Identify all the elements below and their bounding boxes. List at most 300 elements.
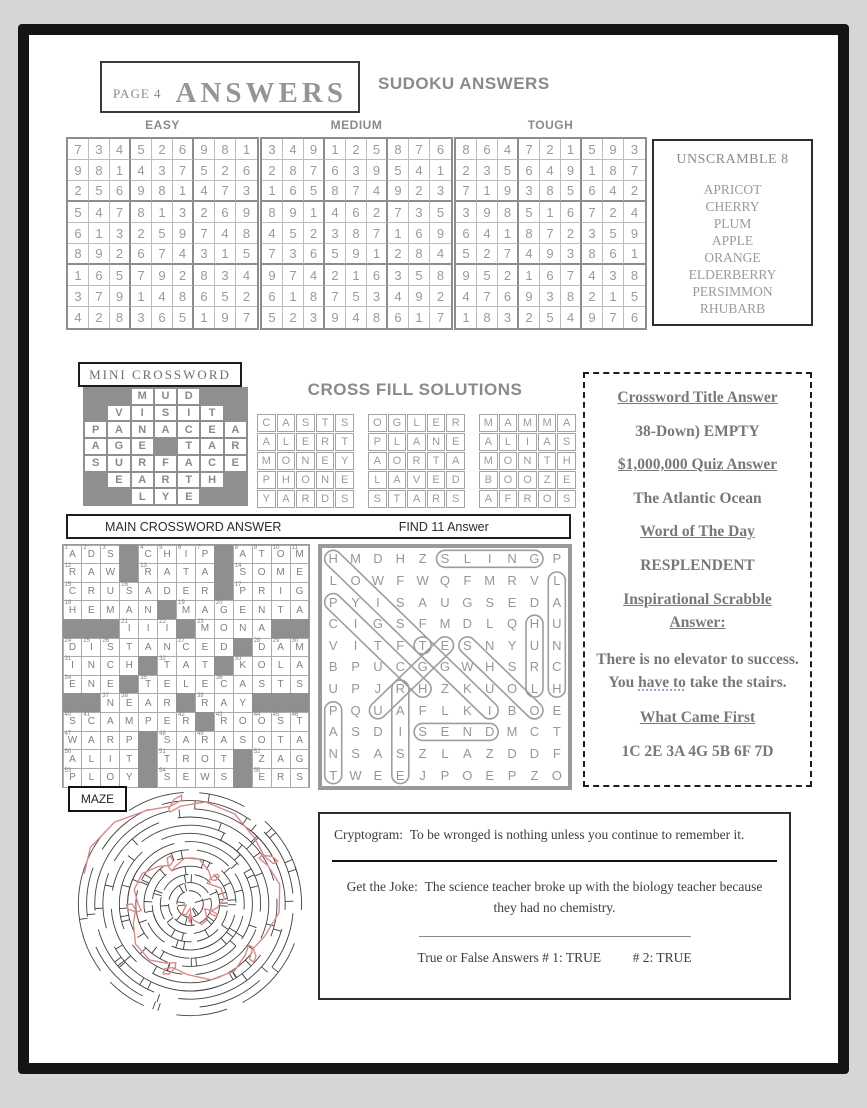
crossword-cell: O	[214, 619, 234, 639]
crossfill-cell: A	[388, 471, 407, 489]
crossword-block	[63, 693, 83, 713]
word-search-box	[318, 544, 572, 790]
maze-wall-radial	[266, 828, 272, 834]
maze-wall-arc	[243, 943, 295, 1002]
word-search-letter: F	[396, 637, 405, 653]
maze-wall-radial	[105, 885, 113, 887]
crossword-cell: S	[233, 731, 253, 751]
sudoku-cell: 2	[624, 181, 645, 202]
sudoku-cell: 7	[194, 223, 215, 244]
sudoku-cell: 3	[68, 286, 89, 307]
sudoku-cell: 8	[262, 202, 283, 223]
crossword-block	[176, 693, 196, 713]
crossfill-cell: R	[446, 414, 465, 432]
crossword-cell: A	[290, 656, 310, 676]
word-search-letter: U	[373, 659, 383, 675]
crossword-cell: 4 C	[138, 545, 158, 565]
word-search-letter: N	[462, 724, 473, 740]
word-search-letter: R	[395, 681, 405, 697]
sudoku-cell: 8	[304, 286, 325, 307]
crossword-cell: 52 Z	[252, 749, 272, 769]
crossword-clue-number: 48	[159, 730, 166, 737]
word-search-letter: D	[529, 594, 540, 610]
page-title: ANSWERS	[175, 77, 347, 109]
sudoku-cell: 6	[498, 286, 519, 307]
word-search-letter: I	[487, 551, 492, 567]
sudoku-cell: 6	[456, 223, 477, 244]
sudoku-cell: 9	[89, 244, 110, 265]
sudoku-cell: 5	[519, 202, 540, 223]
sudoku-cell: 8	[519, 223, 540, 244]
maze-wall-radial	[255, 873, 263, 876]
sudoku-cell: 6	[236, 160, 257, 181]
crossword-clue-number: 31	[64, 656, 72, 663]
word-search-letter: P	[328, 702, 338, 718]
crossword-clue-number: 54	[159, 767, 166, 774]
crossword-cell: 17 P	[233, 582, 253, 602]
sudoku-cell: 2	[262, 160, 283, 181]
crossword-clue-number: 18	[64, 600, 72, 607]
sudoku-cell: 9	[131, 181, 152, 202]
maze-wall-radial	[145, 874, 152, 879]
word-search-letter: G	[529, 551, 540, 567]
crossword-clue-number: 52	[253, 749, 261, 756]
crossfill-cell: M	[538, 414, 557, 432]
sudoku-cell: 4	[388, 286, 409, 307]
sudoku-cell: 8	[325, 181, 346, 202]
maze-wall-radial	[167, 917, 173, 922]
maze-wall-arc	[78, 832, 105, 971]
mini-crossword-cell: E	[108, 473, 129, 488]
crossword-clue-number: 35	[140, 674, 147, 681]
word-search-letter: D	[507, 746, 517, 762]
sudoku-cell: 9	[498, 181, 519, 202]
crossword-cell: 51 T	[157, 749, 177, 769]
sudoku-cell: 9	[173, 223, 194, 244]
sudoku-cell: 9	[152, 265, 173, 286]
sudoku-grid-easy	[66, 137, 259, 330]
crossword-cell: N	[81, 675, 101, 695]
mini-crossword-cell: C	[201, 456, 222, 471]
sudoku-cell: 6	[262, 286, 283, 307]
word-search-letter: G	[439, 659, 451, 675]
maze-wall-radial	[125, 956, 131, 961]
sudoku-cell: 6	[519, 160, 540, 181]
mini-crossword-block	[85, 389, 106, 404]
sudoku-cell: 6	[194, 286, 215, 307]
sudoku-cell: 5	[325, 244, 346, 265]
crossfill-cell: R	[296, 490, 315, 508]
crossfill-cell: E	[296, 433, 315, 451]
sudoku-cell: 9	[215, 307, 236, 328]
maze-label: MAZE	[68, 786, 127, 812]
crossfill-cell: O	[296, 471, 315, 489]
crossword-block	[214, 656, 234, 676]
mini-crossword-cell: P	[85, 422, 106, 437]
crossfill-cell: T	[316, 414, 335, 432]
maze-wall-radial	[245, 960, 251, 966]
maze-wall-arc	[161, 833, 245, 859]
maze-wall-arc	[144, 947, 167, 963]
sudoku-cell: 6	[367, 265, 388, 286]
sudoku-cell: 3	[388, 265, 409, 286]
mini-crossword-block	[85, 406, 106, 421]
crossfill-cell: H	[557, 452, 576, 470]
sudoku-grid-medium	[260, 137, 453, 330]
word-search-letter: L	[441, 746, 449, 762]
sudoku-cell: 1	[325, 139, 346, 160]
sudoku-cell: 6	[630, 310, 639, 325]
maze-wall-radial	[195, 900, 203, 902]
mini-crossword-block	[225, 473, 246, 488]
sudoku-cell: 7	[89, 286, 110, 307]
word-search-letter: Q	[350, 702, 361, 718]
maze-wall-arc	[194, 809, 278, 869]
crossword-block	[176, 619, 196, 639]
crossword-block	[138, 749, 158, 769]
sudoku-cell: 2	[194, 202, 215, 223]
crossword-block	[233, 768, 253, 788]
word-search-letter: Z	[441, 681, 449, 697]
crossword-cell: 36 C	[214, 675, 234, 695]
sudoku-cell: 9	[68, 160, 89, 181]
sudoku-cell: 3	[498, 307, 519, 328]
sudoku-cell: 8	[367, 307, 388, 328]
sudoku-cell: 5	[498, 160, 519, 181]
crossword-cell: G	[290, 749, 310, 769]
maze-wall-arc	[178, 929, 282, 999]
maze-wall-arc	[264, 832, 293, 894]
sudoku-cell: 6	[540, 265, 561, 286]
sudoku-cell: 9	[262, 265, 283, 286]
word-search-letter: I	[353, 637, 358, 653]
cross-fill-grid-2	[368, 414, 465, 508]
crossfill-cell: O	[538, 490, 557, 508]
sudoku-cell: 7	[215, 181, 236, 202]
crossword-cell: E	[290, 563, 310, 583]
maze-wall-radial	[155, 890, 163, 893]
crossword-cell: 10 O	[271, 545, 291, 565]
sudoku-answers-heading: SUDOKU ANSWERS	[378, 74, 550, 93]
crossfill-cell: A	[557, 414, 576, 432]
crossword-cell: Y	[119, 768, 139, 788]
maze-wall-radial	[177, 905, 185, 906]
crossword-cell: 27 C	[176, 638, 196, 658]
crossword-cell: R	[157, 693, 177, 713]
sudoku-cell: 4	[68, 307, 89, 328]
sudoku-cell: 6	[325, 160, 346, 181]
sudoku-cell: 4	[430, 244, 451, 265]
cross-fill-title: CROSS FILL SOLUTIONS	[307, 380, 523, 399]
maze-wall-radial	[179, 886, 183, 893]
sudoku-cell: 3	[325, 223, 346, 244]
word-search-letter: A	[373, 746, 383, 762]
mini-crossword-cell: A	[108, 422, 129, 437]
sudoku-cell: 9	[283, 202, 304, 223]
maze-wall-radial	[220, 906, 228, 907]
mini-crossword-cell: E	[201, 422, 222, 437]
sudoku-cell: 1	[68, 265, 89, 286]
sudoku-cell: 4	[519, 244, 540, 265]
sudoku-cell: 5	[388, 160, 409, 181]
maze-wall-arc	[189, 891, 201, 897]
mini-crossword-cell: S	[85, 456, 106, 471]
mini-crossword-block	[225, 389, 246, 404]
crossword-cell: A	[290, 731, 310, 751]
maze-wall-arc	[136, 890, 149, 939]
maze-wall-radial	[196, 958, 197, 966]
crossword-cell: M	[271, 563, 291, 583]
word-search-grid	[322, 548, 568, 786]
sudoku-cell: 1	[304, 202, 325, 223]
unscramble-words	[654, 181, 811, 317]
sudoku-cell: 3	[173, 202, 194, 223]
sudoku-grid-tough	[454, 137, 647, 330]
crossword-clue-number: 13	[140, 563, 147, 570]
crossword-clue-number: 20	[215, 600, 223, 607]
word-search-letter: B	[507, 702, 517, 718]
word-search-letter: D	[485, 724, 495, 740]
maze-wall-radial	[235, 855, 241, 861]
sudoku-cell: 7	[409, 139, 430, 160]
crossword-cell: A	[100, 712, 120, 732]
sudoku-cell: 1	[456, 307, 477, 328]
crossword-cell: A	[214, 731, 234, 751]
maze-wall-radial	[222, 925, 229, 930]
word-search-letter: S	[395, 746, 405, 762]
sudoku-cell: 7	[582, 202, 603, 223]
crossfill-cell: N	[296, 452, 315, 470]
mini-crossword-cell: I	[178, 406, 199, 421]
word-search-letter: A	[463, 746, 472, 762]
crossword-cell: A	[233, 675, 253, 695]
crossword-clue-number: 55	[253, 767, 261, 774]
crossword-clue-number: 19	[178, 600, 185, 607]
crossword-cell: D	[157, 582, 177, 602]
crossword-cell: A	[195, 563, 215, 583]
crossword-cell: E	[81, 600, 101, 620]
unscramble-word: APRICOT	[703, 182, 762, 197]
sudoku-cell: 6	[430, 139, 451, 160]
sudoku-cell: 8	[194, 265, 215, 286]
crossword-cell: 37 N	[100, 693, 120, 713]
mini-crossword-cell: G	[108, 439, 129, 454]
sudoku-cell: 7	[436, 310, 445, 325]
sudoku-cell: 6	[152, 307, 173, 328]
crossfill-cell: S	[557, 490, 576, 508]
word-search-letter: P	[351, 681, 360, 697]
sudoku-cell: 1	[540, 202, 561, 223]
word-search-letter: A	[418, 594, 427, 610]
word-search-letter: H	[328, 551, 338, 567]
crossword-block	[271, 693, 291, 713]
crossword-cell: 14 S	[233, 563, 253, 583]
scrabble-answer	[595, 648, 800, 695]
maze-wall-radial	[266, 924, 274, 926]
crossword-title-answer: 38-Down) EMPTY	[635, 423, 760, 440]
crossword-cell: R	[81, 582, 101, 602]
crossword-clue-number: 6	[178, 544, 182, 551]
crossword-cell: A	[271, 749, 291, 769]
maze-wall-radial	[154, 894, 162, 896]
crossword-cell: H	[119, 656, 139, 676]
sudoku-cell: 4	[262, 223, 283, 244]
word-search-letter: S	[440, 551, 450, 567]
mini-crossword-cell: F	[155, 456, 176, 471]
crossfill-cell: A	[479, 490, 498, 508]
crossword-block	[81, 619, 101, 639]
unscramble-box	[652, 139, 813, 326]
sudoku-cell: 8	[110, 307, 131, 328]
word-search-letter: L	[486, 616, 494, 632]
sudoku-cell: 5	[561, 181, 582, 202]
crossfill-cell: A	[277, 490, 296, 508]
sudoku-cell: 4	[582, 265, 603, 286]
crossfill-cell: T	[388, 490, 407, 508]
sudoku-cell: 8	[152, 181, 173, 202]
crossword-cell: T	[119, 638, 139, 658]
maze-wall-radial	[285, 860, 293, 863]
crossword-cell: A	[214, 693, 234, 713]
sudoku-cell: 5	[477, 265, 498, 286]
maze-wall-arc	[179, 922, 195, 925]
sudoku-cell: 7	[540, 223, 561, 244]
sudoku-cell: 9	[409, 286, 430, 307]
sudoku-cell: 1	[388, 223, 409, 244]
answers-bar	[66, 514, 571, 539]
word-search-letter: K	[463, 702, 472, 718]
sudoku-cell: 5	[173, 307, 194, 328]
crossword-clue-number: 36	[215, 674, 223, 681]
crossfill-cell: S	[368, 490, 387, 508]
crossword-block	[119, 563, 139, 583]
sudoku-cell: 4	[152, 286, 173, 307]
maze-wall-radial	[152, 947, 157, 954]
crossword-cell: E	[233, 600, 253, 620]
word-search-letter: Z	[485, 746, 494, 762]
crossword-cell: 7 P	[195, 545, 215, 565]
crossfill-cell: S	[446, 490, 465, 508]
maze-wall-radial	[87, 914, 95, 915]
crossword-cell: 20 G	[214, 600, 234, 620]
sudoku-cell: 3	[367, 286, 388, 307]
sudoku-cell: 5	[603, 223, 624, 244]
word-search-letter: T	[329, 767, 338, 783]
maze-wall-arc	[172, 866, 203, 871]
sudoku-cell: 3	[456, 202, 477, 223]
maze-wall-radial	[210, 892, 217, 895]
crossword-cell: T	[271, 675, 291, 695]
mini-crossword-cell: T	[178, 473, 199, 488]
crossword-clue-number: 51	[159, 749, 166, 756]
sudoku-cell: 8	[540, 181, 561, 202]
what-came-first-answer: 1C 2E 3A 4G 5B 6F 7D	[621, 743, 774, 760]
word-search-letter: U	[485, 681, 495, 697]
word-search-letter: F	[463, 572, 472, 588]
crossfill-cell: S	[296, 414, 315, 432]
crossword-cell: 34 E	[63, 675, 83, 695]
crossword-clue-number: 49	[196, 730, 204, 737]
sudoku-cell: 7	[68, 139, 89, 160]
crossfill-cell: A	[407, 433, 426, 451]
crossfill-cell: A	[257, 433, 276, 451]
sudoku-cell: 7	[283, 265, 304, 286]
sudoku-cell: 4	[498, 139, 519, 160]
sudoku-cell: 2	[540, 139, 561, 160]
maze-wall-radial	[254, 853, 261, 858]
sudoku-cell: 7	[561, 265, 582, 286]
word-search-letter: H	[417, 681, 428, 697]
word-search-letter: P	[552, 551, 562, 567]
find-11-answer-label: FIND 11 Answer	[398, 519, 489, 534]
crossfill-cell: E	[316, 452, 335, 470]
crossfill-cell: E	[335, 471, 354, 489]
crossword-cell: 13 R	[138, 563, 158, 583]
sudoku-cell: 5	[624, 286, 645, 307]
crossword-cell: A	[81, 731, 101, 751]
mini-crossword-cell: A	[178, 456, 199, 471]
sudoku-cell: 7	[456, 181, 477, 202]
crossfill-cell: L	[277, 433, 296, 451]
word-search-letter: I	[398, 724, 403, 740]
mini-crossword-cell: T	[178, 439, 199, 454]
crossword-cell: T	[195, 656, 215, 676]
word-search-letter: V	[328, 637, 338, 653]
crossword-cell: S	[214, 768, 234, 788]
crossword-title-answer-heading: Crossword Title Answer	[617, 389, 778, 406]
sudoku-cell: 6	[110, 181, 131, 202]
crossword-cell: 6 I	[176, 545, 196, 565]
mini-crossword-block	[155, 439, 176, 454]
maze-wall-arc	[265, 821, 298, 875]
maze-wall-arc	[103, 873, 109, 928]
crossword-cell: 47 W	[63, 731, 83, 751]
sudoku-cell: 2	[346, 139, 367, 160]
crossfill-cell: M	[479, 452, 498, 470]
sudoku-cell: 6	[173, 139, 194, 160]
maze-wall-arc	[222, 910, 228, 924]
sudoku-cell: 4	[624, 202, 645, 223]
word-search-letter: T	[373, 637, 382, 653]
crossfill-cell: T	[335, 433, 354, 451]
sudoku-cell: 6	[89, 265, 110, 286]
sudoku-cell: 2	[152, 139, 173, 160]
maze-wall-radial	[224, 868, 230, 874]
sudoku-cell: 3	[283, 244, 304, 265]
sudoku-cell: 7	[624, 160, 645, 181]
crossword-cell: 24 D	[63, 638, 83, 658]
crossword-cell: 21 I	[119, 619, 139, 639]
crossword-cell: O	[252, 656, 272, 676]
true-false-answer-2: # 2: TRUE	[632, 949, 692, 965]
word-search-letter: W	[371, 572, 385, 588]
sudoku-cell: 6	[409, 223, 430, 244]
maze-wall-radial	[185, 883, 187, 891]
crossword-cell: W	[195, 768, 215, 788]
sudoku-cell: 1	[236, 139, 257, 160]
crossword-cell: P	[119, 731, 139, 751]
maze-wall-radial	[223, 883, 230, 887]
word-search-letter: W	[416, 572, 429, 588]
crossword-cell: R	[195, 582, 215, 602]
maze-wall-radial	[185, 917, 187, 925]
crossfill-cell: E	[427, 471, 446, 489]
sudoku-cell: 7	[325, 286, 346, 307]
maze-wall-radial	[157, 994, 160, 1002]
crossword-clue-number: 15	[64, 581, 72, 588]
crossword-cell: E	[195, 675, 215, 695]
crossword-clue-number: 47	[64, 730, 72, 737]
